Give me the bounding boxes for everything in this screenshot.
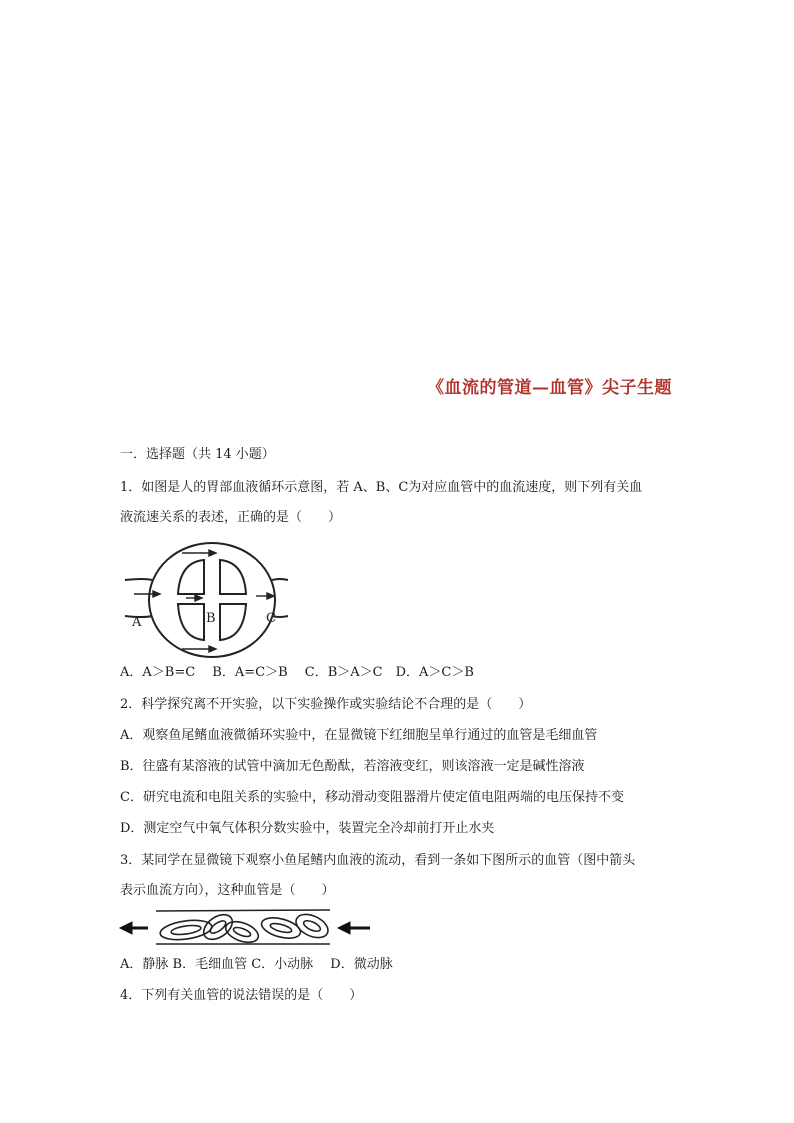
q1-stem-line1: 1．如图是人的胃部血液循环示意图，若 A、B、C为对应血管中的血流速度，则下列有关血	[120, 480, 643, 495]
label-c: C	[266, 611, 276, 626]
q1-stomach-circulation-figure	[120, 540, 290, 660]
inflow-vessel	[125, 579, 152, 617]
red-blood-cell	[292, 910, 331, 942]
red-blood-cell	[223, 918, 261, 947]
inner-block-top-right	[220, 560, 246, 594]
inner-block-bottom-right	[220, 604, 246, 640]
label-b: B	[206, 611, 216, 626]
q3-options: A．静脉 B．毛细血管 C．小动脉 D．微动脉	[120, 957, 393, 972]
flow-arrow-left	[120, 922, 148, 934]
q2-option-a: A．观察鱼尾鳍血液微循环实验中，在显微镜下红细胞呈单行通过的血管是毛细血管	[120, 728, 598, 743]
inner-block-bottom-left	[178, 604, 204, 640]
red-blood-cell	[199, 910, 237, 945]
inner-block-top-left	[178, 560, 204, 594]
q3-stem-line2: 表示血流方向），这种血管是（ ）	[120, 883, 335, 898]
q2-option-c: C．研究电流和电阻关系的实验中，移动滑动变阻器滑片使定值电阻两端的电压保持不变	[120, 790, 624, 805]
label-a: A	[132, 615, 142, 630]
outer-vessel-ring	[149, 543, 275, 657]
vessel-wall-top	[156, 910, 330, 911]
document-title: 《血流的管道—血管》尖子生题	[427, 378, 672, 398]
q3-stem-line1: 3．某同学在显微镜下观察小鱼尾鳍内血液的流动，看到一条如下图所示的血管（图中箭头	[120, 853, 636, 868]
q4-stem: 4．下列有关血管的说法错误的是（ ）	[120, 988, 363, 1003]
q2-option-d: D．测定空气中氧气体积分数实验中，装置完全冷却前打开止水夹	[120, 821, 495, 836]
q1-options: A．A＞B=C B．A=C＞B C．B＞A＞C D．A＞C＞B	[120, 665, 474, 680]
section-heading: 一．选择题（共 14 小题）	[120, 447, 275, 462]
q1-stem-line2: 液流速关系的表述，正确的是（ ）	[120, 510, 342, 525]
q2-option-b: B．往盛有某溶液的试管中滴加无色酚酞，若溶液变红，则该溶液一定是碱性溶液	[120, 759, 585, 774]
red-blood-cell	[159, 917, 213, 942]
q2-stem: 2．科学探究离不开实验，以下实验操作或实验结论不合理的是（ ）	[120, 697, 532, 712]
flow-arrow-right	[338, 922, 370, 934]
q3-blood-vessel-figure	[118, 906, 380, 950]
